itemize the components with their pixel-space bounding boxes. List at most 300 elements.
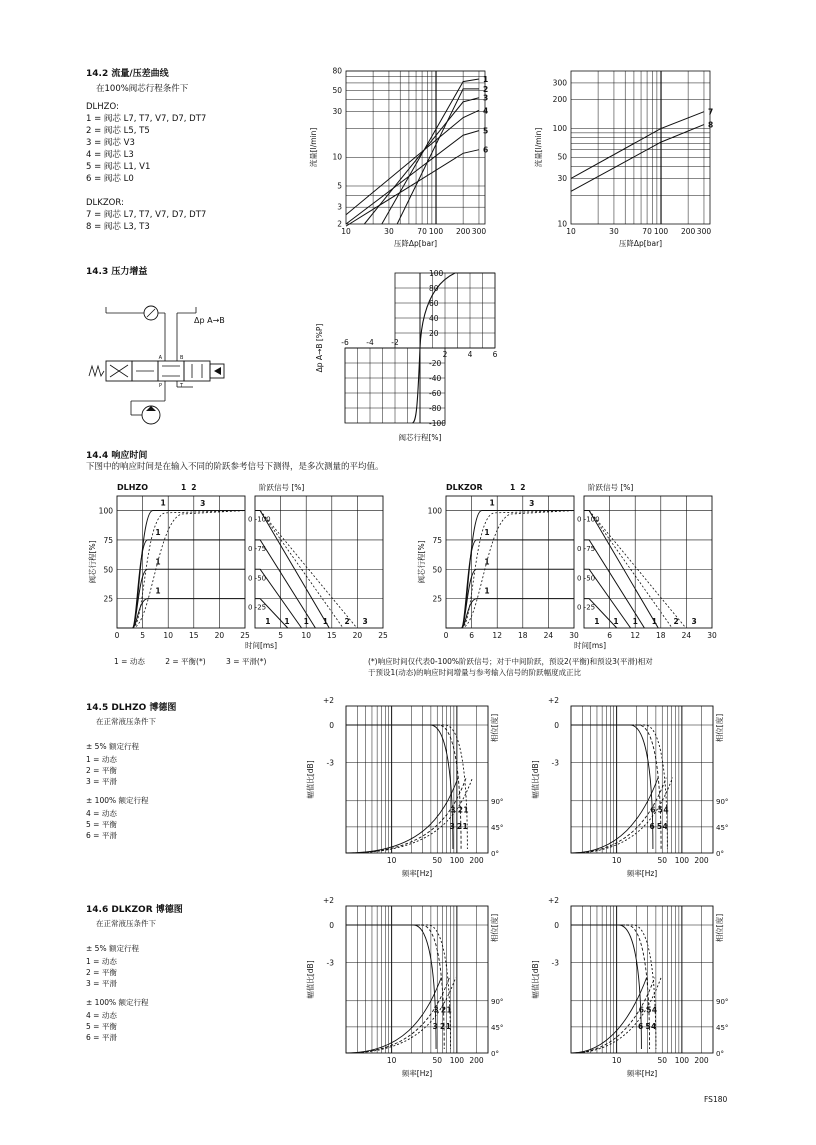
flow-curve	[346, 150, 479, 226]
curve-label: 5	[646, 1005, 652, 1015]
section-14-4	[86, 448, 384, 473]
tick-label: 2	[337, 219, 342, 229]
curve-label: 1	[484, 527, 490, 537]
magnitude-curve	[571, 925, 644, 1049]
axis-label: 时间[ms]	[244, 641, 278, 650]
spring-icon	[89, 366, 104, 376]
tick-label: 50	[557, 152, 567, 162]
axis-label: 频率[Hz]	[626, 869, 658, 878]
curve-label: 2	[440, 1021, 446, 1031]
chart-title: DLKZOR	[446, 483, 483, 492]
tick-label: 10	[566, 227, 576, 236]
step-label: 0 -50	[248, 574, 267, 583]
response-chart-dlhzo	[86, 478, 396, 668]
curve-label: 6	[637, 1021, 644, 1031]
phase-curve	[346, 978, 456, 1053]
tick-label: 200	[469, 856, 484, 865]
legend-item: 4 = 动态	[86, 1011, 117, 1020]
plot-frame	[571, 706, 713, 853]
section-title: 14.5 DLHZO 博德图	[86, 703, 177, 713]
section-title: 14.3 压力增益	[86, 267, 148, 277]
axis-label: 频率[Hz]	[626, 1069, 658, 1078]
axis-label: 阀芯行程[%]	[398, 433, 442, 442]
phase-curve	[571, 778, 673, 853]
tick-label: -40	[429, 374, 442, 383]
tick-label: +2	[322, 696, 334, 705]
tick-label: 10	[163, 631, 173, 640]
axis-label: 频率[Hz]	[401, 869, 433, 878]
curve-label: 1	[155, 527, 161, 537]
curve-label: 3	[432, 1021, 438, 1031]
tick-label: 10	[611, 856, 622, 865]
magnitude-curve	[346, 725, 461, 849]
tick-label: 45°	[716, 823, 729, 832]
curve-label: 6	[649, 821, 655, 831]
curve-label: 4	[663, 805, 669, 815]
curve-label: 3	[450, 805, 456, 815]
legend-item: 6 = 平滑	[86, 1033, 117, 1042]
section-14-6	[86, 902, 183, 1043]
tick-label: 6	[607, 631, 612, 640]
curve-label: 5	[482, 126, 489, 136]
tick-label: 90°	[716, 997, 729, 1006]
tick-label: 0°	[716, 850, 724, 858]
chart-title: DLHZO	[117, 483, 149, 492]
tick-label: -100	[429, 419, 447, 428]
legend-item: 2 = 平衡	[86, 766, 117, 775]
tick-label: 50	[432, 856, 442, 865]
tick-label: 10	[611, 1056, 622, 1065]
axis-label: 相位[度]	[715, 913, 724, 943]
tick-label: 100	[674, 856, 690, 865]
curve-label: 1	[284, 617, 290, 626]
tick-label: 6	[492, 350, 498, 359]
group-label: DLHZO:	[86, 102, 119, 112]
tick-label: 15	[327, 631, 337, 640]
magnitude-curve	[346, 925, 447, 1049]
flow-curve	[571, 112, 704, 179]
group-label: ± 5% 额定行程	[86, 944, 139, 953]
section-title: 14.6 DLKZOR 博德图	[86, 905, 183, 915]
tick-label: 0	[443, 631, 449, 640]
legend-item: 5 = 平衡	[86, 820, 117, 829]
tick-label: 24	[681, 631, 692, 640]
legend-list	[86, 956, 183, 989]
legend-item: 2 = 平衡(*)	[165, 657, 206, 666]
legend-item: 4 = 动态	[86, 809, 117, 818]
axis-label: 相位[度]	[490, 913, 499, 943]
curve-label: 2	[456, 821, 463, 831]
tick-label: 300	[471, 227, 487, 236]
legend-list	[86, 113, 206, 185]
section-14-2	[86, 66, 206, 233]
tick-label: 0°	[491, 1050, 499, 1058]
tick-label: 45°	[716, 1023, 729, 1032]
curve-label: 4	[651, 1005, 658, 1015]
tick-label: 4	[467, 350, 473, 359]
legend-list	[86, 209, 206, 233]
solenoid-icon	[214, 367, 221, 375]
tick-label: 90°	[716, 797, 729, 806]
curve-label: 1	[484, 586, 490, 596]
description: 下图中的响应时间是在输入不同的阶跃参考信号下测得，是多次测量的平均值。	[86, 462, 384, 472]
tick-label: 200	[694, 856, 709, 865]
tick-label: 60	[429, 299, 439, 308]
curve-label: 1	[482, 74, 489, 84]
tick-label: 30	[384, 227, 394, 236]
tick-label: -3	[551, 758, 559, 768]
legend-item: 8 = 阀芯 L3, T3	[86, 222, 150, 232]
curve-label: 1	[180, 483, 187, 492]
curve-label: 1	[462, 821, 468, 831]
tick-label: 200	[552, 95, 567, 105]
tick-label: 50	[657, 856, 667, 865]
legend-item: 3 = 阀芯 V3	[86, 138, 135, 148]
curve-label: 1	[463, 805, 469, 815]
bode-chart-dlhzo-5pct	[300, 696, 510, 880]
flow-curve	[397, 89, 479, 224]
tick-label: 5	[337, 181, 342, 191]
tick-label: 20	[429, 329, 439, 338]
axis-label: 阀芯行程[%]	[88, 540, 97, 584]
tick-label: 25	[103, 594, 113, 604]
tick-label: -3	[326, 958, 334, 968]
subtitle: 在正常液压条件下	[96, 919, 156, 928]
flow-chart-dlkzor	[525, 62, 745, 262]
step-header: 阶跃信号 [%]	[259, 483, 305, 492]
tick-label: 90°	[491, 797, 504, 806]
curve-label: 1	[445, 1021, 451, 1031]
group-label: ± 100% 额定行程	[86, 998, 149, 1007]
footnote	[368, 656, 653, 678]
footnote-line: (*)响应时间仅代表0-100%阶跃信号；对于中间阶跃，预设2(平衡)和预设3(平滑)相对	[368, 657, 653, 666]
curve-label: 1	[651, 617, 658, 626]
footnote-line: 于预设1(动态)的响应时间增量与参考输入信号的阶跃幅度成正比	[368, 668, 582, 677]
step-label: 0 -25	[577, 603, 596, 612]
group-label: DLKZOR:	[86, 198, 124, 208]
curve-label: 1	[303, 617, 309, 626]
axis-label: 压降Δp[bar]	[618, 239, 663, 248]
tick-label: 2	[442, 350, 448, 359]
curve-label: 3	[449, 821, 455, 831]
legend-item: 1 = 动态	[86, 957, 117, 966]
legend-item: 3 = 平滑	[86, 777, 117, 786]
step-header: 阶跃信号 [%]	[588, 483, 634, 492]
tick-label: 100	[552, 123, 567, 133]
tick-label: 75	[432, 535, 442, 545]
tick-label: 50	[432, 565, 442, 575]
magnitude-curve	[346, 725, 456, 849]
axis-label: 相位[度]	[715, 713, 724, 743]
bode-chart-dlhzo-100pct	[525, 696, 735, 880]
legend-list	[86, 754, 176, 787]
tick-label: 80	[429, 284, 439, 293]
port-label: P	[158, 383, 162, 389]
legend-item: 4 = 阀芯 L3	[86, 150, 134, 160]
tick-label: 50	[657, 1056, 667, 1065]
axis-label: 频率[Hz]	[401, 1069, 433, 1078]
tick-label: 12	[492, 631, 502, 640]
tick-label: 3	[337, 202, 342, 212]
flow-curve	[346, 110, 479, 214]
axis-label: 流量[l/min]	[534, 127, 543, 168]
subtitle: 在正常液压条件下	[96, 717, 156, 726]
legend-item: 6 = 平滑	[86, 831, 117, 840]
port-label: B	[180, 355, 184, 361]
curve-label: 1	[265, 617, 271, 626]
tick-label: 18	[518, 631, 528, 640]
axis-label: 时间[ms]	[573, 641, 607, 650]
tick-label: 30	[569, 631, 579, 640]
legend-item: 2 = 平衡	[86, 968, 117, 977]
curve-label: 1	[155, 586, 161, 596]
tick-label: -3	[326, 758, 334, 768]
tick-label: 30	[707, 631, 717, 640]
tick-label: -6	[341, 338, 349, 347]
step-label: 0 -100	[248, 515, 271, 524]
step-label: 0 -50	[577, 574, 596, 583]
curve-label: 1	[322, 617, 329, 626]
tick-label: 100	[427, 506, 442, 516]
tick-label: 10	[386, 1056, 397, 1065]
axis-label: 幅值比[dB]	[306, 960, 315, 999]
curve-label: 3	[482, 93, 489, 103]
axis-label: 压降Δp[bar]	[393, 239, 438, 248]
plot-frame	[571, 906, 713, 1053]
curve-label: 3	[433, 1005, 439, 1015]
valve-box	[158, 361, 184, 381]
section-title: 14.4 响应时间	[86, 451, 148, 461]
axis-label: 阀芯行程[%]	[417, 540, 426, 584]
tick-label: 0	[554, 721, 559, 730]
group-label: ± 100% 额定行程	[86, 796, 149, 805]
step-label: 0 -25	[248, 603, 267, 612]
phase-curve	[346, 778, 458, 853]
curve-label: 3	[691, 617, 697, 626]
curve-label: 1	[613, 617, 619, 626]
legend-list	[86, 1010, 183, 1043]
curve-label: 1	[446, 1005, 452, 1015]
step-label: 0 -100	[577, 515, 600, 524]
port-label: A	[158, 355, 162, 361]
tick-label: 12	[630, 631, 640, 640]
port-label: T	[180, 383, 184, 389]
tick-label: 10	[332, 152, 342, 162]
pressure-gain-chart	[300, 262, 520, 452]
curve-label: 2	[673, 617, 679, 626]
tick-label: 30	[609, 227, 619, 236]
tick-label: 6	[469, 631, 474, 640]
tick-label: -4	[366, 338, 374, 347]
plot-frame	[346, 706, 488, 853]
tick-label: -20	[429, 359, 442, 368]
tick-label: 75	[103, 535, 113, 545]
curve-label: 1	[632, 617, 638, 626]
response-legend	[114, 656, 266, 667]
plot-frame	[346, 71, 485, 224]
curve-label: 2	[482, 84, 489, 94]
phase-curve	[346, 978, 441, 1053]
tick-label: 25	[240, 631, 250, 640]
tick-label: 0°	[716, 1050, 724, 1058]
tick-label: 25	[432, 594, 442, 604]
tick-label: 90°	[491, 997, 504, 1006]
curve-label: 2	[440, 1005, 447, 1015]
tick-label: 45°	[491, 823, 504, 832]
tick-label: 300	[696, 227, 712, 236]
legend-item: 7 = 阀芯 L7, T7, V7, D7, DT7	[86, 210, 207, 220]
tick-label: 45°	[491, 1023, 504, 1032]
tick-label: -80	[429, 404, 442, 413]
valve-symbol-diagram	[86, 295, 246, 435]
legend-item: 5 = 平衡	[86, 1022, 117, 1031]
diagram-label: Δp A→B	[194, 316, 225, 325]
legend-item: 3 = 平滑	[86, 979, 117, 988]
axis-label: 幅值比[dB]	[531, 760, 540, 799]
tick-label: 100	[429, 269, 444, 278]
curve-label: 2	[191, 483, 197, 492]
legend-item: 2 = 阀芯 L5, T5	[86, 126, 150, 136]
phase-curve	[571, 778, 658, 853]
tick-label: 50	[103, 565, 113, 575]
curve-label: 5	[645, 1021, 651, 1031]
bode-chart-dlkzor-5pct	[300, 896, 510, 1085]
tick-label: 50	[332, 85, 342, 95]
section-title: 14.2 流量/压差曲线	[86, 69, 169, 79]
flow-curve	[571, 125, 704, 192]
curve-label: 6	[638, 1005, 645, 1015]
tick-label: 0	[114, 631, 120, 640]
tick-label: 50	[432, 1056, 442, 1065]
legend-item: 5 = 阀芯 L1, V1	[86, 162, 151, 172]
tick-label: 5	[140, 631, 145, 640]
curve-label: 1	[160, 498, 166, 508]
axis-label: 流量[l/min]	[309, 127, 318, 168]
curve-label: 7	[707, 107, 714, 117]
plot-frame	[571, 71, 710, 224]
bode-chart-dlkzor-100pct	[525, 896, 735, 1085]
tick-label: 15	[189, 631, 199, 640]
legend-list	[86, 808, 176, 841]
tick-label: 100	[653, 227, 669, 236]
tick-label: 0	[329, 921, 334, 930]
flow-curve	[364, 98, 479, 224]
curve-label: 2	[520, 483, 526, 492]
tick-label: 200	[694, 1056, 709, 1065]
curve-label: 4	[482, 106, 489, 116]
tick-label: 18	[656, 631, 666, 640]
flow-curve	[382, 79, 479, 224]
tick-label: +2	[547, 696, 559, 705]
tick-label: 0°	[491, 850, 499, 858]
tick-label: +2	[322, 896, 334, 905]
legend-item: 6 = 阀芯 L0	[86, 174, 134, 184]
axis-label: Δp A→B [%P]	[315, 323, 324, 373]
step-label: 0 -75	[577, 544, 596, 553]
tick-label: 100	[98, 506, 113, 516]
response-chart-dlkzor	[410, 478, 730, 668]
tick-label: 100	[449, 1056, 465, 1065]
curve-label: 6	[650, 805, 656, 815]
curve-label: 3	[529, 499, 535, 508]
tick-label: 100	[449, 856, 465, 865]
tick-label: 200	[680, 227, 696, 236]
flow-curve	[346, 131, 479, 224]
curve-label: 5	[656, 821, 663, 831]
tick-label: 100	[428, 227, 444, 236]
tick-label: +2	[547, 896, 559, 905]
tick-label: 24	[543, 631, 554, 640]
tick-label: 25	[378, 631, 388, 640]
curve-label: 3	[200, 499, 206, 508]
subtitle: 在100%阀芯行程条件下	[96, 84, 189, 94]
tick-label: -2	[391, 338, 399, 347]
step-label: 0 -75	[248, 544, 267, 553]
curve-label: 2	[457, 805, 463, 815]
curve-label: 1	[489, 498, 495, 508]
tick-label: 200	[455, 227, 471, 236]
tick-label: 10	[557, 219, 567, 229]
tick-label: 70	[642, 227, 652, 236]
tick-label: 80	[332, 66, 342, 76]
curve-label: 2	[344, 617, 350, 626]
tick-label: 300	[552, 78, 567, 88]
phase-curve	[571, 778, 669, 853]
tick-label: 10	[386, 856, 397, 865]
valve-box	[184, 361, 210, 381]
tick-label: 30	[332, 107, 342, 117]
plot-frame	[346, 906, 488, 1053]
magnitude-curve	[571, 725, 656, 849]
tick-label: 0	[329, 721, 334, 730]
curve-label: 5	[657, 805, 663, 815]
legend-item: 1 = 动态	[86, 755, 117, 764]
axis-label: 幅值比[dB]	[531, 960, 540, 999]
tick-label: -60	[429, 389, 442, 398]
tick-label: 10	[301, 631, 311, 640]
curve-label: 6	[482, 145, 489, 155]
tick-label: 40	[429, 314, 439, 323]
section-14-5	[86, 700, 176, 841]
curve-label: 1	[594, 617, 600, 626]
tick-label: 70	[417, 227, 427, 236]
tick-label: -3	[551, 958, 559, 968]
legend-item: 1 = 阀芯 L7, T7, V7, D7, DT7	[86, 114, 207, 124]
curve-label: 1	[509, 483, 516, 492]
curve-label: 8	[707, 120, 714, 130]
curve-label: 1	[484, 557, 490, 567]
group-label: ± 5% 额定行程	[86, 742, 139, 751]
tick-label: 0	[554, 921, 559, 930]
page-footer: FS180	[704, 1095, 728, 1104]
curve-label: 4	[650, 1021, 657, 1031]
curve-label: 1	[155, 557, 161, 567]
axis-label: 相位[度]	[490, 713, 499, 743]
axis-label: 幅值比[dB]	[306, 760, 315, 799]
tick-label: 200	[469, 1056, 484, 1065]
legend-item: 1 = 动态	[114, 657, 145, 666]
curve-label: 4	[662, 821, 668, 831]
legend-item: 3 = 平滑(*)	[226, 657, 267, 666]
tick-label: 5	[278, 631, 283, 640]
tick-label: 30	[557, 173, 567, 183]
tick-label: 20	[352, 631, 363, 640]
flow-chart-dlhzo	[300, 62, 520, 262]
tick-label: 100	[674, 1056, 690, 1065]
tick-label: 20	[214, 631, 225, 640]
tick-label: 10	[341, 227, 351, 236]
curve-label: 3	[362, 617, 368, 626]
